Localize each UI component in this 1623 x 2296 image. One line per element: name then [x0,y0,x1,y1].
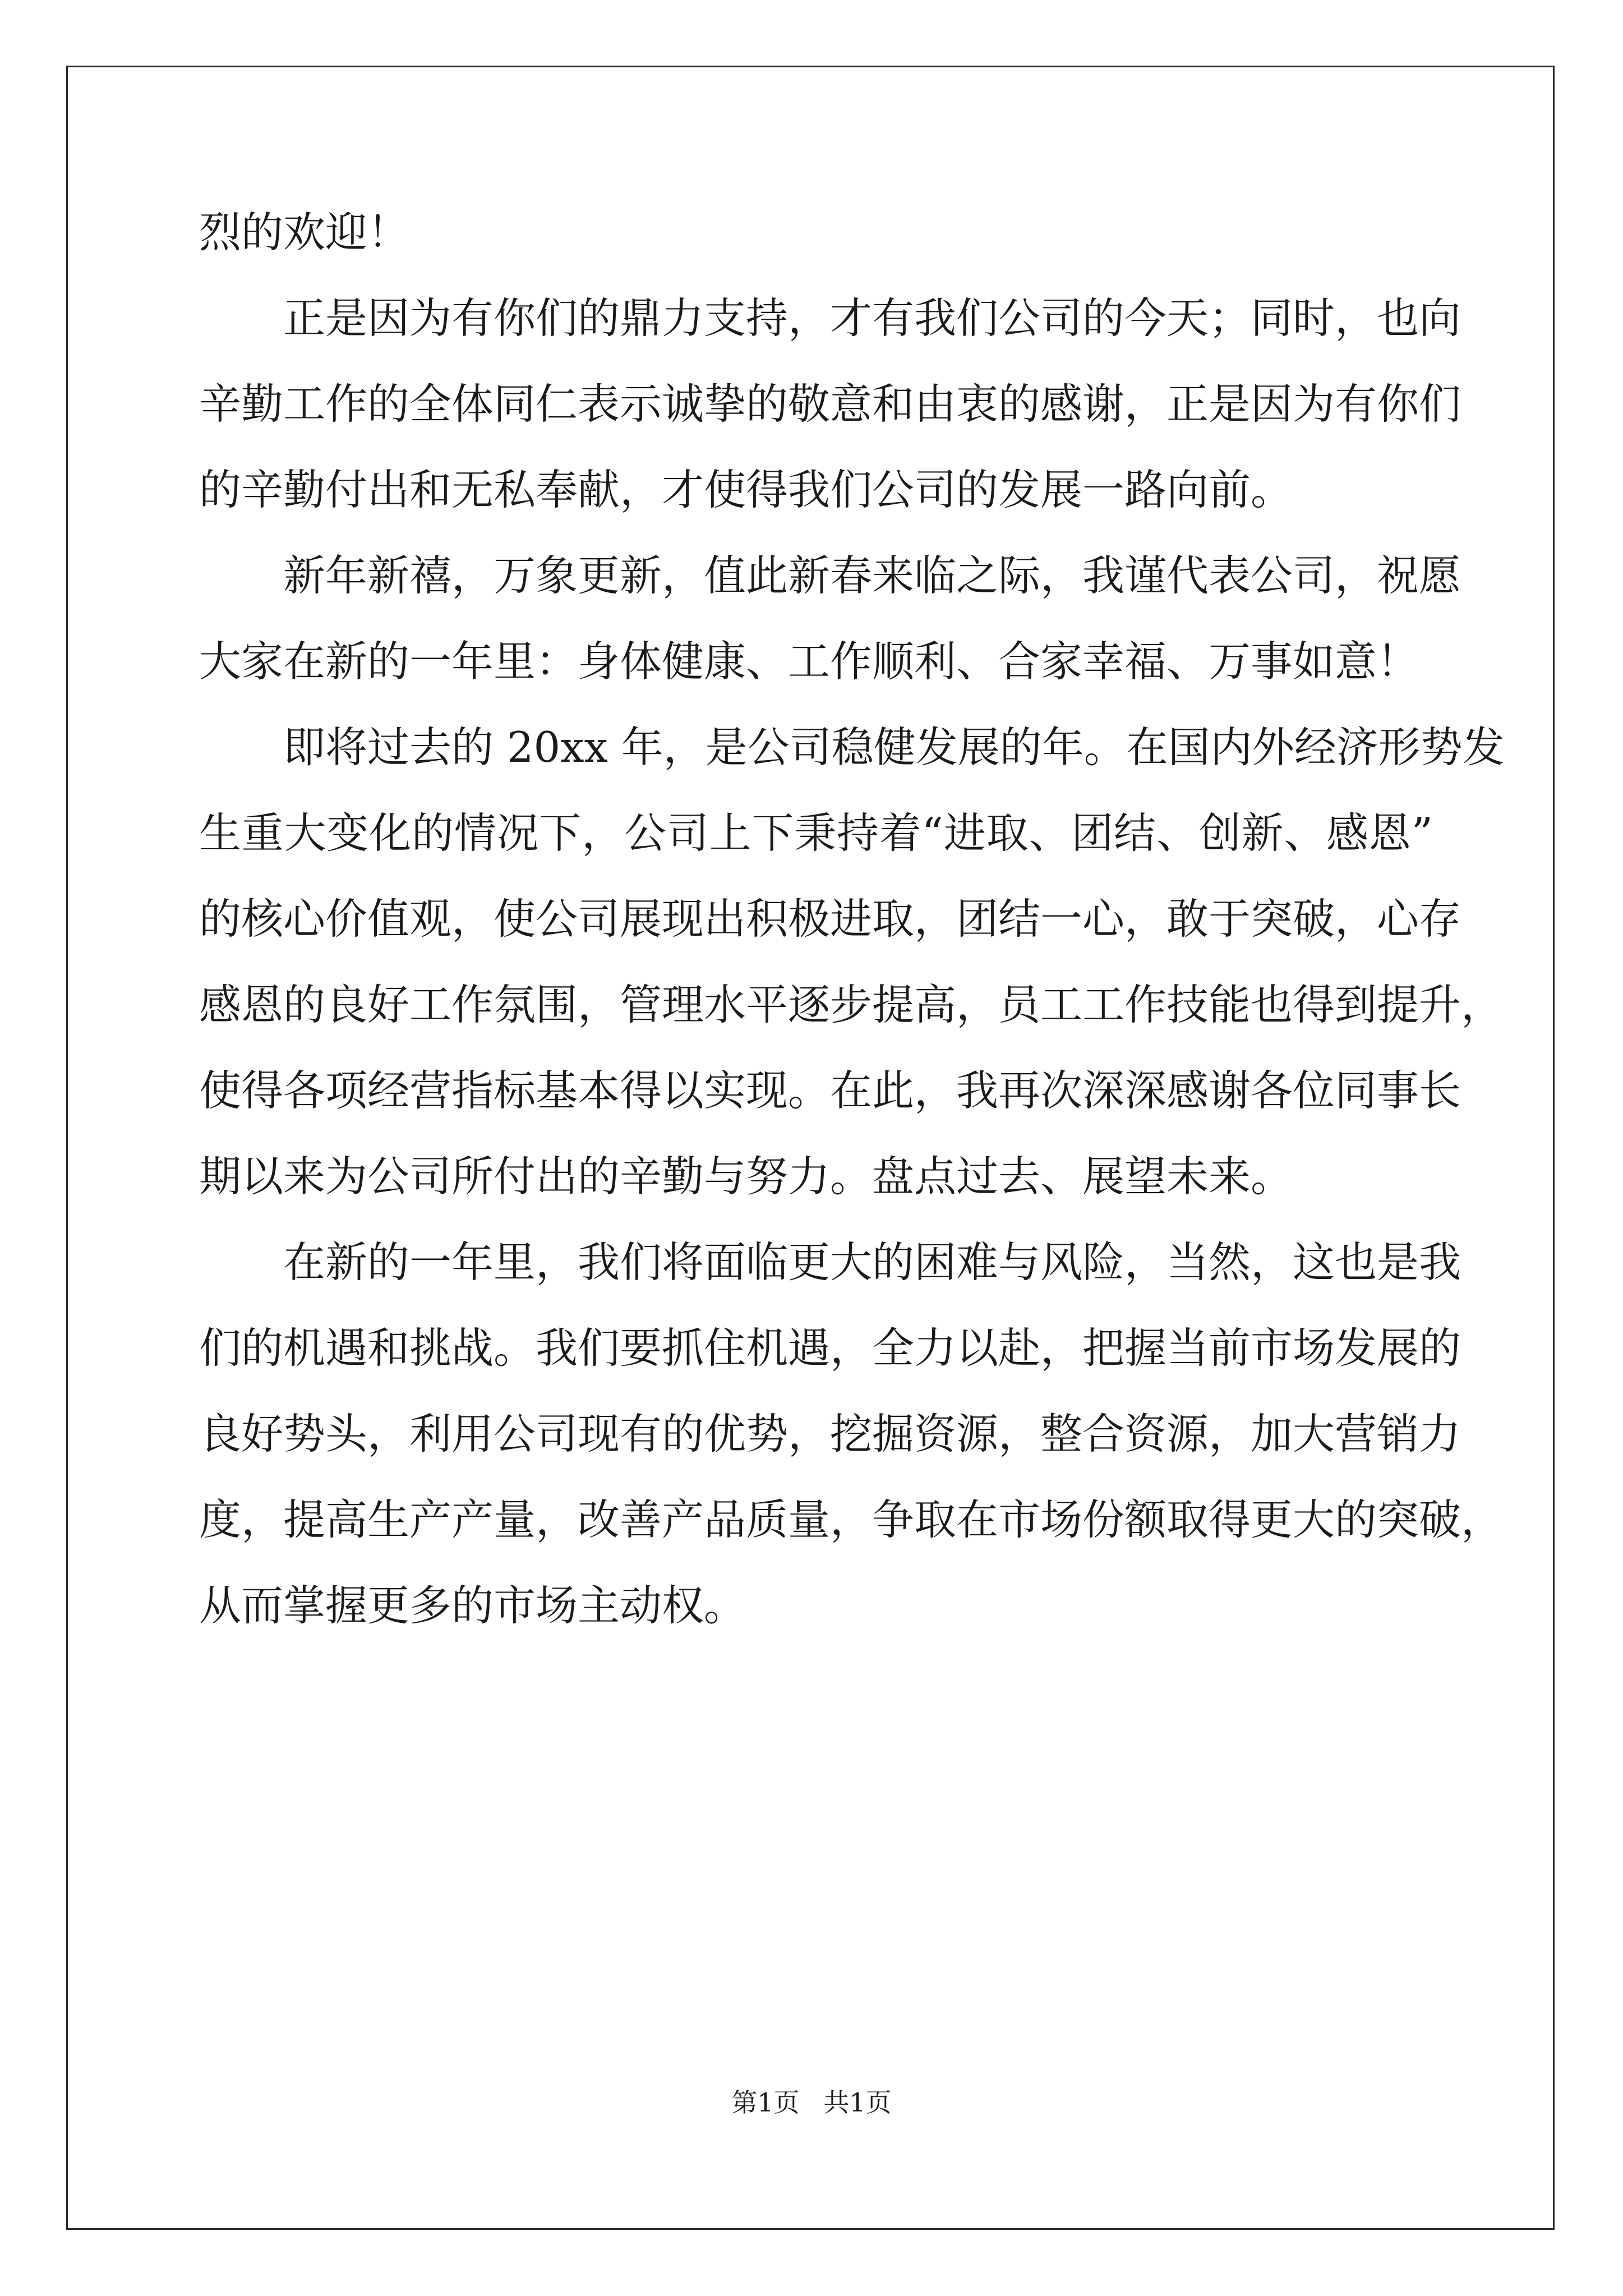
text-line: 从而掌握更多的市场主动权。 [199,1581,746,1630]
paragraph-first-line: 在新的一年里，我们将面临更大的困难与风险，当然，这也是我 [283,1237,1461,1287]
text-line: 的核心价值观，使公司展现出积极进取，团结一心，敢于突破，心存 [199,894,1461,944]
paragraph-first-line: 新年新禧，万象更新，值此新春来临之际，我谨代表公司，祝愿 [283,551,1461,600]
paragraph-first-line: 即将过去的 20xx 年，是公司稳健发展的年。在国内外经济形势发 [283,723,1505,772]
text-line: 的辛勤付出和无私奉献，才使得我们公司的发展一路向前。 [199,465,1293,514]
text-line: 使得各项经营指标基本得以实现。在此，我再次深深感谢各位同事长 [199,1066,1461,1115]
text-line: 辛勤工作的全体同仁表示诚挚的敬意和由衷的感谢，正是因为有你们 [199,379,1461,429]
document-body [199,190,1505,1649]
page-footer [0,2086,1623,2119]
text-line: 度，提高生产产量，改善产品质量，争取在市场份额取得更大的突破， [199,1495,1504,1544]
text-line: 生重大变化的情况下，公司上下秉持着“进取、团结、创新、感恩” [199,808,1433,858]
text-line: 感恩的良好工作氛围，管理水平逐步提高，员工工作技能也得到提升， [199,980,1504,1029]
text-line: 良好势头，利用公司现有的优势，挖掘资源，整合资源，加大营销力 [199,1409,1461,1458]
page-number: 第1页 [731,2087,800,2118]
page-count: 共1页 [823,2087,892,2118]
text-line: 大家在新的一年里：身体健康、工作顺利、合家幸福、万事如意！ [199,637,1419,686]
text-line: 烈的欢迎！ [199,208,410,257]
text-line: 们的机遇和挑战。我们要抓住机遇，全力以赴，把握当前市场发展的 [199,1323,1461,1373]
text-line: 期以来为公司所付出的辛勤与努力。盘点过去、展望未来。 [199,1152,1293,1201]
paragraph-first-line: 正是因为有你们的鼎力支持，才有我们公司的今天；同时，也向 [283,293,1461,343]
